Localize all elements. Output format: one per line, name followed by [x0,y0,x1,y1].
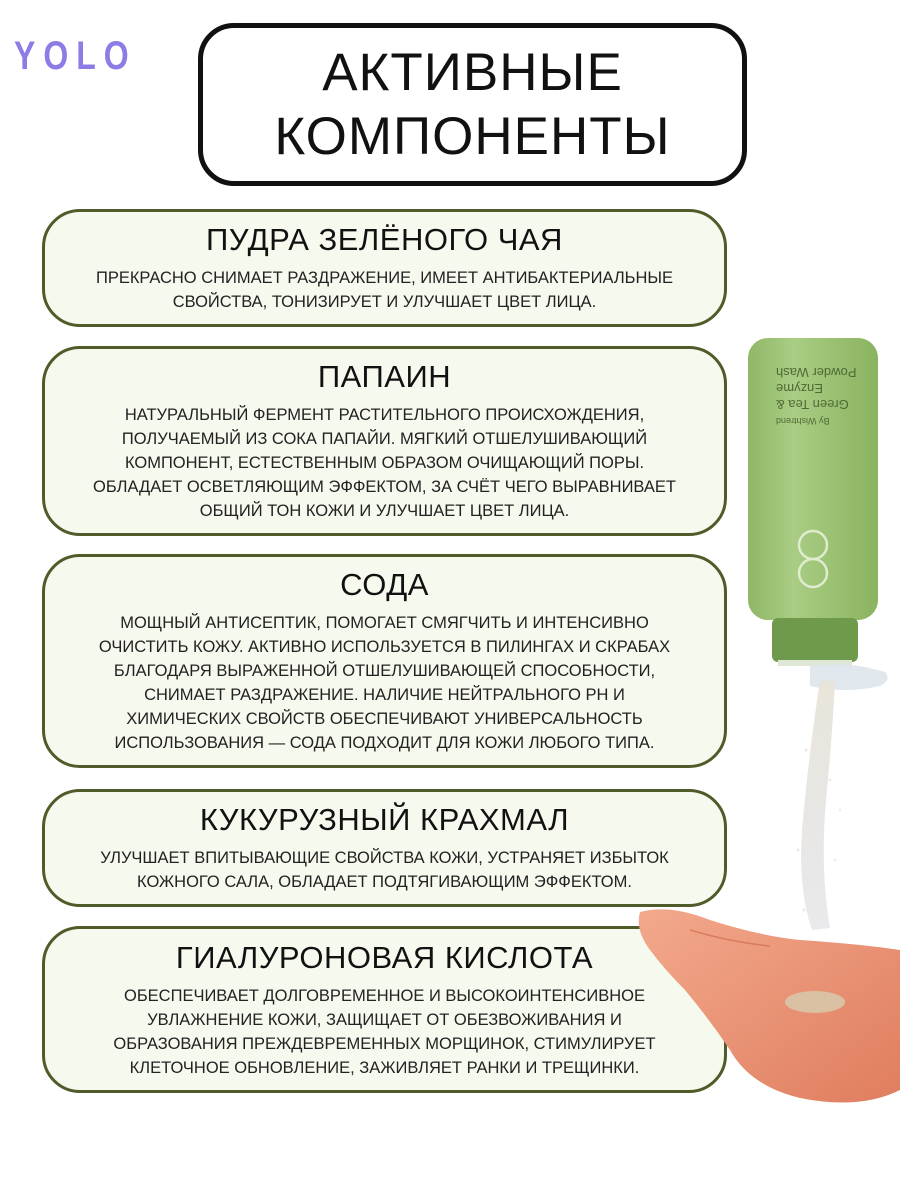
title-line-2: КОМПОНЕНТЫ [274,106,671,166]
description-line: СВОЙСТВА, ТОНИЗИРУЕТ И УЛУЧШАЕТ ЦВЕТ ЛИЦА. [172,293,597,311]
powder-pile [785,991,845,1013]
description-line: ОЧИСТИТЬ КОЖУ. АКТИВНО ИСПОЛЬЗУЕТСЯ В ПИЛИНГАХ И СКРАБАХ [98,638,671,656]
hand-icon [639,909,900,1102]
component-title: ГИАЛУРОНОВАЯ КИСЛОТА [175,939,594,975]
description-line: БЛАГОДАРЯ ВЫРАЖЕННОЙ ОТШЕЛУШИВАЮЩЕЙ СПОСОБНОСТИ, [113,662,656,680]
description-line: ХИМИЧЕСКИХ СВОЙСТВ ОБЕСПЕЧИВАЮТ УНИВЕРСАЛЬНОСТЬ [126,710,643,728]
product-label-line-2: Enzyme [776,381,823,396]
component-card-corn-starch [42,789,727,907]
description-line: ПРЕКРАСНО СНИМАЕТ РАЗДРАЖЕНИЕ, ИМЕЕТ АНТИБАКТЕРИАЛЬНЫЕ [95,269,674,287]
component-card-soda [42,554,727,768]
description-line: ОБЩИЙ ТОН КОЖИ И УЛУЧШАЕТ ЦВЕТ ЛИЦА. [199,502,570,520]
bottle-cap [772,618,858,662]
component-description [93,403,676,523]
description-line: СНИМАЕТ РАЗДРАЖЕНИЕ. НАЛИЧИЕ НЕЙТРАЛЬНОГО PH И [144,686,625,704]
component-title: ПАПАИН [317,359,452,394]
brand-logo: YOLO [14,34,137,78]
component-card-green-tea [42,209,727,327]
component-title: ПУДРА ЗЕЛЁНОГО ЧАЯ [206,222,563,257]
page-title [198,23,747,186]
description-line: ИСПОЛЬЗОВАНИЯ — СОДА ПОДХОДИТ ДЛЯ КОЖИ ЛЮБОГО ТИПА. [114,734,655,752]
description-line: УЛУЧШАЕТ ВПИТЫВАЮЩИЕ СВОЙСТВА КОЖИ, УСТРАНЯЕТ ИЗБЫТОК [100,849,669,867]
description-line: КЛЕТОЧНОЕ ОБНОВЛЕНИЕ, ЗАЖИВЛЯЕТ РАНКИ И ТРЕЩИНКИ. [129,1058,640,1077]
component-description [100,846,669,894]
component-description [99,611,670,755]
component-description [96,266,673,314]
component-description [113,984,655,1080]
description-line: МОЩНЫЙ АНТИСЕПТИК, ПОМОГАЕТ СМЯГЧИТЬ И ИНТЕНСИВНО [120,614,649,632]
component-card-hyaluronic-acid [42,926,727,1093]
component-title: СОДА [340,567,429,602]
description-line: КОМПОНЕНТ, ЕСТЕСТВЕННЫМ ОБРАЗОМ ОЧИЩАЮЩИЙ ПОРЫ. [124,454,645,472]
component-title: КУКУРУЗНЫЙ КРАХМАЛ [199,802,570,837]
product-label-line-1: Green Tea & [776,397,849,412]
description-line: ОБЛАДАЕТ ОСВЕТЛЯЮЩИМ ЭФФЕКТОМ, ЗА СЧЁТ ЧЕГО ВЫРАВНИВАЕТ [93,478,676,496]
component-card-papain [42,346,727,536]
description-line: ПОЛУЧАЕМЫЙ ИЗ СОКА ПАПАЙИ. МЯГКИЙ ОТШЕЛУШИВАЮЩИЙ [121,430,648,448]
description-line: КОЖНОГО САЛА, ОБЛАДАЕТ ПОДТЯГИВАЮЩИМ ЭФФЕКТОМ. [137,873,632,891]
powder-stream [801,680,835,930]
product-illustration-svg [630,330,900,1110]
description-line: НАТУРАЛЬНЫЙ ФЕРМЕНТ РАСТИТЕЛЬНОГО ПРОИСХОЖДЕНИЯ, [124,406,645,424]
product-maker-text: By Wishtrend [776,416,830,426]
description-line: ОБЕСПЕЧИВАЕТ ДОЛГОВРЕМЕННОЕ И ВЫСОКОИНТЕНСИВНОЕ [124,986,645,1005]
description-line: УВЛАЖНЕНИЕ КОЖИ, ЗАЩИЩАЕТ ОТ ОБЕЗВОЖИВАНИЯ И [147,1010,622,1029]
description-line: ОБРАЗОВАНИЯ ПРЕЖДЕВРЕМЕННЫХ МОРЩИНОК, СТИМУЛИРУЕТ [113,1034,656,1053]
product-illustration [630,330,900,1110]
title-line-1: АКТИВНЫЕ [322,42,623,102]
product-label-line-3: Powder Wash [776,365,857,380]
